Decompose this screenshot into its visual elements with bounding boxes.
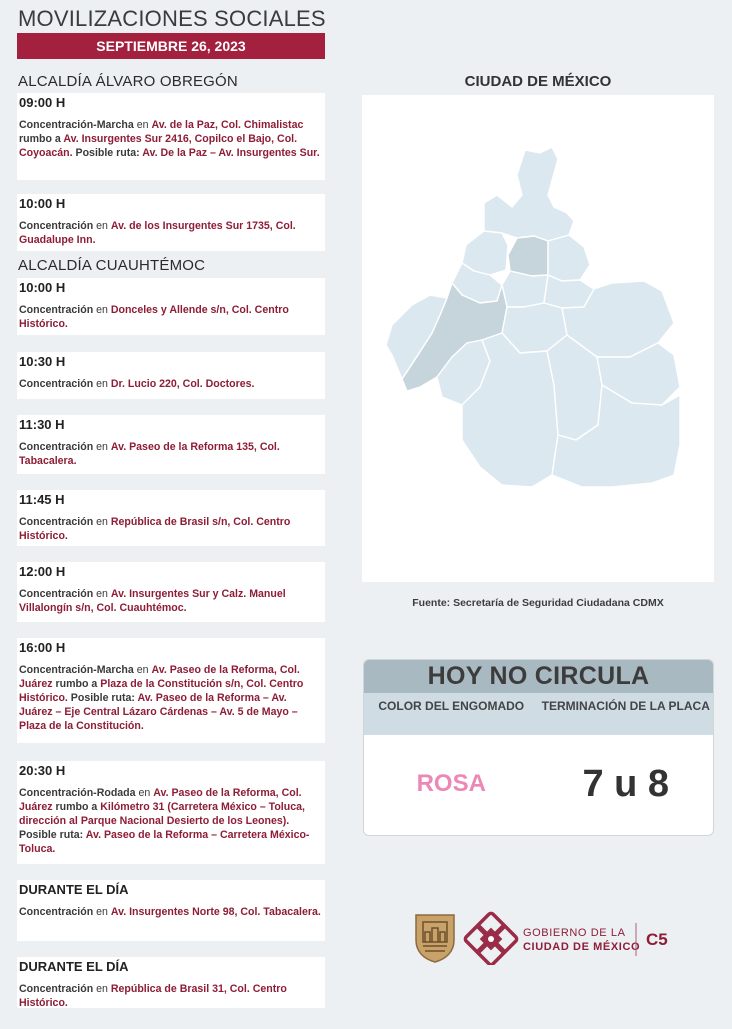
- terminacion-placa-header: TERMINACIÓN DE LA PLACA: [541, 699, 710, 713]
- event-card: [17, 562, 325, 622]
- connector-text: en: [93, 516, 111, 528]
- location-text: Av. Paseo de la Reforma, Col. Juárez: [19, 787, 302, 813]
- location-text: Kilómetro 31 (Carretera México – Toluca, dirección al Parque Nacional Desierto de los Leones).: [19, 801, 305, 827]
- location-text: Av. de los Insurgentes Sur 1735, Col. Guadalupe Inn.: [19, 220, 296, 246]
- event-card: [17, 490, 325, 546]
- event-card: [17, 93, 325, 180]
- event-type-text: Concentración: [19, 441, 94, 453]
- c5-logo-text: C5: [646, 930, 668, 949]
- event-type-text: Concentración-Marcha: [19, 664, 134, 676]
- location-text: Av. Paseo de la Reforma 135, Col. Tabacalera.: [19, 441, 280, 467]
- connector-text: en: [93, 588, 111, 600]
- event-card: [17, 761, 325, 864]
- location-text: Av. Paseo de la Reforma, Col. Juárez: [19, 664, 300, 690]
- connector-text: en: [133, 664, 152, 676]
- event-type-text: Concentración-Marcha: [19, 119, 134, 131]
- event-type-text: Concentración: [19, 588, 94, 600]
- location-text: Av. Paseo de la Reforma – Av. Juárez – Eje Central Lázaro Cárdenas – Av. 5 de Mayo – Plaza de la Constitución.: [19, 692, 298, 732]
- gobierno-text-line2: CIUDAD DE MÉXICO: [523, 941, 641, 953]
- event-type-text: rumbo a: [19, 133, 64, 145]
- event-type-text: Posible ruta:: [19, 829, 86, 841]
- location-text: Donceles y Allende s/n, Col. Centro Histórico.: [19, 304, 289, 330]
- connector-text: en: [93, 378, 111, 390]
- event-description: [19, 786, 323, 856]
- event-card: [17, 352, 325, 399]
- color-engomado-header: COLOR DEL ENGOMADO: [378, 699, 525, 713]
- event-time: 10:00 H: [19, 196, 66, 211]
- location-text: República de Brasil s/n, Col. Centro Histórico.: [19, 516, 291, 542]
- event-type-text: Concentración-Rodada: [19, 787, 136, 799]
- event-type-text: Concentración: [19, 220, 94, 232]
- event-time: 12:00 H: [19, 564, 66, 579]
- location-text: República de Brasil 31, Col. Centro Histórico.: [19, 983, 287, 1009]
- hoy-no-circula-values: [364, 735, 713, 833]
- logos-image: [414, 910, 684, 965]
- event-description: [19, 377, 323, 391]
- event-description: [19, 982, 323, 1010]
- event-card: [17, 194, 325, 251]
- location-text: Av. Paseo de la Reforma – Carretera México-Toluca.: [19, 829, 310, 855]
- event-type-text: Posible ruta:: [67, 692, 138, 704]
- gobierno-text-line1: GOBIERNO DE LA: [523, 927, 626, 939]
- date-banner: SEPTIEMBRE 26, 2023: [17, 33, 325, 59]
- event-type-text: rumbo a: [52, 801, 101, 813]
- event-type-text: Concentración: [19, 516, 94, 528]
- location-text: Dr. Lucio 220, Col. Doctores.: [110, 378, 255, 390]
- footer-logos: [414, 910, 684, 965]
- location-text: Plaza de la Constitución s/n, Col. Centro Histórico.: [19, 678, 304, 704]
- gobierno-cdmx-emblem-icon: [464, 912, 518, 965]
- event-description: [19, 905, 323, 919]
- event-card: [17, 880, 325, 941]
- event-description: [19, 440, 323, 468]
- event-time: 20:30 H: [19, 763, 66, 778]
- engomado-color-value: ROSA: [416, 770, 486, 797]
- location-text: Av. Insurgentes Sur y Calz. Manuel Villalongín s/n, Col. Cuauhtémoc.: [19, 588, 286, 614]
- cdmx-map-image: [362, 95, 714, 582]
- event-description: [19, 219, 323, 247]
- event-time: DURANTE EL DÍA: [19, 959, 129, 974]
- location-text: Av. Insurgentes Sur 2416, Copilco el Bajo, Col. Coyoacán.: [19, 133, 298, 159]
- page-title: MOVILIZACIONES SOCIALES: [18, 6, 326, 31]
- map-title: CIUDAD DE MÉXICO: [464, 73, 612, 90]
- event-description: [19, 303, 323, 331]
- event-card: [17, 638, 325, 743]
- event-time: 11:30 H: [19, 417, 65, 432]
- placa-terminacion-value: 7 u 8: [582, 762, 670, 805]
- hoy-no-circula-title: HOY NO CIRCULA: [364, 660, 713, 693]
- event-time: 16:00 H: [19, 640, 66, 655]
- event-card: [17, 278, 325, 335]
- event-type-text: Concentración: [19, 906, 94, 918]
- connector-text: en: [133, 119, 152, 131]
- event-type-text: rumbo a: [52, 678, 101, 690]
- event-card: [17, 957, 325, 1008]
- hoy-no-circula-panel: [363, 659, 714, 836]
- location-text: Av. de la Paz, Col. Chimalistac: [151, 119, 304, 131]
- event-card: [17, 415, 325, 474]
- event-time: 09:00 H: [19, 95, 66, 110]
- event-time: 11:45 H: [19, 492, 65, 507]
- hoy-no-circula-headers: [364, 693, 713, 735]
- event-type-text: Concentración: [19, 983, 94, 995]
- alcaldia-heading-cuauhtemoc: ALCALDÍA CUAUHTÉMOC: [18, 257, 206, 274]
- cdmx-map: [362, 95, 714, 582]
- event-type-text: Concentración: [19, 304, 94, 316]
- event-description: [19, 118, 323, 160]
- event-description: [19, 663, 323, 733]
- connector-text: en: [93, 304, 111, 316]
- connector-text: en: [93, 906, 111, 918]
- event-time: 10:30 H: [19, 354, 66, 369]
- event-description: [19, 587, 323, 615]
- event-time: DURANTE EL DÍA: [19, 882, 129, 897]
- location-text: Av. Insurgentes Norte 98, Col. Tabacalera.: [110, 906, 321, 918]
- location-text: Av. De la Paz – Av. Insurgentes Sur.: [142, 147, 320, 159]
- map-source: Fuente: Secretaría de Seguridad Ciudadana CDMX: [412, 597, 664, 609]
- event-description: [19, 515, 323, 543]
- connector-text: en: [93, 983, 111, 995]
- event-time: 10:00 H: [19, 280, 66, 295]
- connector-text: en: [93, 220, 111, 232]
- connector-text: en: [93, 441, 111, 453]
- cdmx-shield-icon: [416, 915, 454, 962]
- event-type-text: Concentración: [19, 378, 94, 390]
- event-type-text: Posible ruta:: [72, 147, 143, 159]
- connector-text: en: [135, 787, 154, 799]
- alcaldia-heading-alvaro-obregon: ALCALDÍA ÁLVARO OBREGÓN: [18, 73, 238, 90]
